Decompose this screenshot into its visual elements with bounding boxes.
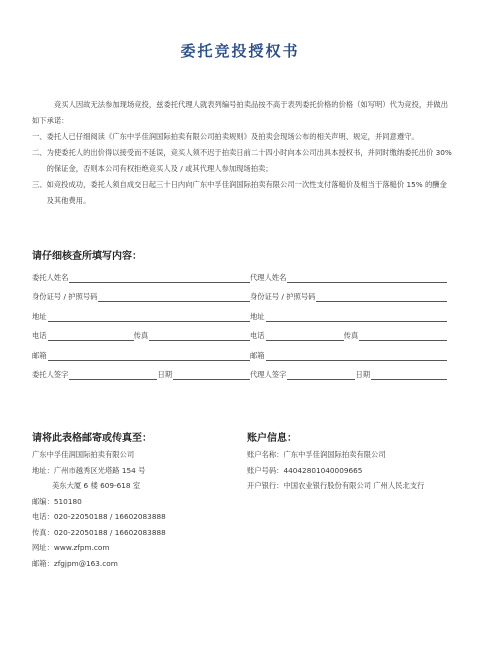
contact-heading: 请将此表格邮寄或传真至：	[32, 433, 152, 444]
client-phone-label: 电话	[32, 331, 47, 340]
account-info	[247, 447, 467, 494]
document-title: 委托竞投授权书	[180, 42, 300, 60]
client-date-field[interactable]	[173, 370, 250, 380]
agent-date-label: 日期	[355, 370, 371, 379]
client-name-field[interactable]	[69, 273, 250, 283]
client-phone-field[interactable]	[48, 331, 134, 341]
item-number: 二、	[32, 148, 47, 157]
account-heading: 账户信息：	[247, 433, 297, 444]
agent-name-field[interactable]	[287, 273, 447, 283]
client-id-field[interactable]	[98, 292, 250, 302]
form-row-id	[32, 283, 447, 303]
agent-name-label: 代理人姓名	[250, 272, 287, 282]
agent-email-label: 邮箱	[250, 350, 265, 360]
item-text: 为使委托人的出价得以接受而不延误，竞买人须不迟于拍卖日前二十四小时向本公司出具本授权书，并同时缴纳委托出价 30% 的保证金，否则本公司有权拒绝竞买人及 / 或其代理人参加现场拍卖；	[46, 148, 452, 173]
client-signature-field[interactable]	[69, 370, 157, 380]
client-signature-label: 委托人签字	[32, 370, 69, 379]
client-fax-label: 传真	[133, 331, 149, 340]
fill-in-form	[32, 263, 447, 380]
agent-fax-label: 传真	[343, 331, 359, 340]
form-row-names	[32, 263, 447, 283]
contact-info	[32, 447, 232, 571]
contact-website: 网址：www.zfpm.com	[32, 543, 110, 552]
agent-date-field[interactable]	[371, 370, 447, 380]
agent-id-field[interactable]	[316, 292, 447, 302]
intro-paragraph: 竞买人因故无法参加现场竞投，兹委托代理人就表列编号拍卖品按不高于表列委托价格的价格（如写明）代为竞投，并做出如下承诺：	[32, 100, 449, 125]
form-heading: 请仔细核查所填写内容：	[32, 251, 142, 262]
account-bank: 开户银行：中国农业银行股份有限公司 广州人民北支行	[247, 481, 425, 490]
item-text: 如竞投成功，委托人须自成交日起三十日内向广东中孚佳润国际拍卖有限公司一次性支付落槌价及相当于落槌价 15% 的酬金及其他费用。	[46, 180, 447, 205]
client-id-label: 身份证号 / 护照号码	[32, 292, 98, 301]
client-email-field[interactable]	[48, 351, 250, 361]
agent-id-label: 身份证号 / 护照号码	[250, 292, 316, 301]
agent-signature-label: 代理人签字	[250, 370, 287, 379]
client-address-field[interactable]	[48, 312, 250, 322]
account-name: 账户名称：广东中孚佳润国际拍卖有限公司	[247, 450, 386, 459]
contact-company: 广东中孚佳润国际拍卖有限公司	[32, 450, 135, 459]
client-email-label: 邮箱	[32, 350, 47, 360]
item-number: 三、	[32, 180, 47, 189]
form-row-phone	[32, 322, 447, 342]
item-text: 委托人已仔细阅读《广东中孚佳润国际拍卖有限公司拍卖规则》及拍卖会现场公布的相关声明、规定，并同意遵守。	[46, 132, 419, 141]
client-name-label: 委托人姓名	[32, 272, 69, 282]
account-number: 账户号码：44042801040009665	[247, 465, 363, 475]
agent-phone-field[interactable]	[266, 331, 344, 341]
agent-signature-field[interactable]	[287, 370, 355, 380]
commitment-item	[32, 129, 452, 145]
contact-address-line2: 美东大厦 6 楼 609-618 室	[52, 481, 141, 490]
contact-email: 邮箱：zfgjpm@163.com	[32, 558, 118, 568]
client-address-label: 地址	[32, 311, 47, 321]
commitment-item	[32, 145, 452, 177]
contact-address: 地址：广州市越秀区光塔路 154 号	[32, 465, 146, 475]
client-date-label: 日期	[157, 370, 173, 379]
agent-address-label: 地址	[250, 311, 265, 321]
agent-email-field[interactable]	[266, 351, 447, 361]
agent-address-field[interactable]	[266, 312, 447, 322]
form-row-address	[32, 302, 447, 322]
form-row-signature	[32, 361, 447, 381]
contact-fax: 传真：020-22050188 / 16602083888	[32, 527, 166, 537]
intro-section	[32, 97, 452, 209]
agent-fax-field[interactable]	[359, 331, 447, 341]
agent-phone-label: 电话	[250, 331, 265, 340]
form-row-email	[32, 341, 447, 361]
client-fax-field[interactable]	[149, 331, 250, 341]
commitment-item	[32, 177, 452, 209]
item-number: 一、	[32, 132, 47, 141]
contact-postcode: 邮编：510180	[32, 496, 82, 506]
contact-phone: 电话：020-22050188 / 16602083888	[32, 512, 166, 521]
